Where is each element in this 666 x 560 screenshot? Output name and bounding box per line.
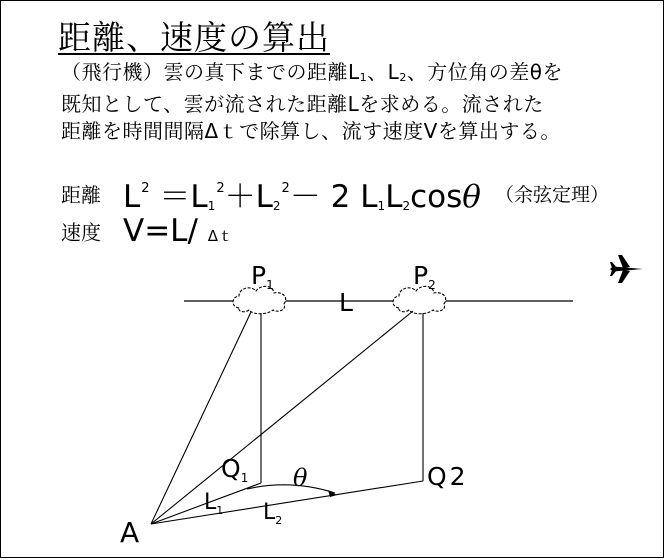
line-a-q2: [151, 481, 423, 524]
desc-l1-subscript: 1: [359, 71, 368, 84]
formula-lhs: L: [123, 179, 141, 215]
cloud-icon-p2: [393, 286, 446, 313]
formula-l2-sub: 2: [272, 199, 281, 213]
speed-expr: V=L/: [123, 213, 198, 249]
formula-l1: L: [190, 179, 208, 215]
formula-eq: ＝: [159, 179, 191, 215]
formula-l1b: L: [360, 179, 378, 215]
airplane-icon: [610, 255, 643, 283]
desc-l2-subscript: 2: [399, 71, 407, 84]
theta-arc: [247, 485, 335, 493]
formula-minus-two: － 2: [289, 179, 351, 215]
page-title: 距離、速度の算出: [58, 18, 330, 57]
desc-line3: 距離を時間間隔Δｔで除算し、流す速度Vを算出する。: [61, 119, 561, 143]
desc-line1-pre: （飛行機）雲の真下までの距離L: [61, 60, 360, 84]
label-theta: θ: [293, 464, 308, 492]
label-p2: $P_2$: [413, 261, 436, 292]
formula-l2b: L: [385, 179, 403, 215]
cloud-icon-p1: [233, 286, 286, 313]
desc-line1-post: 、方位角の差θを: [406, 60, 564, 84]
label-q1: $Q_1$: [221, 454, 249, 485]
speed-label: 速度: [61, 220, 101, 245]
formula-l2: L: [255, 179, 273, 215]
formula-lhs-exp: 2: [141, 181, 150, 196]
label-a: A: [120, 516, 140, 549]
desc-line2: 既知として、雲が流された距離Lを求める。流された: [61, 92, 544, 116]
geometry-diagram: [1, 1, 665, 559]
label-l2: $L_2$: [263, 500, 283, 527]
formula-cos: cos: [410, 179, 463, 215]
distance-label: 距離: [61, 183, 101, 207]
line-a-p2: [151, 311, 413, 524]
label-l: L: [339, 288, 353, 317]
law-of-cosines-note: （余弦定理）: [494, 184, 609, 206]
formula-l1b-sub: 1: [377, 199, 386, 213]
label-l1: $L_1$: [204, 490, 224, 517]
label-q2: Q2: [427, 462, 469, 491]
speed-delta-t: Δｔ: [207, 227, 234, 245]
label-p1: $P_1$: [251, 261, 274, 292]
formula-theta: θ: [462, 179, 481, 215]
formula-l1-sub: 1: [207, 199, 216, 213]
formula-l2b-sub: 2: [402, 199, 411, 213]
formula-plus: ＋: [224, 179, 256, 215]
formula-l2-exp: 2: [281, 181, 290, 196]
desc-line1-mid: 、L: [367, 60, 400, 84]
formula-l1-exp: 2: [216, 181, 225, 196]
